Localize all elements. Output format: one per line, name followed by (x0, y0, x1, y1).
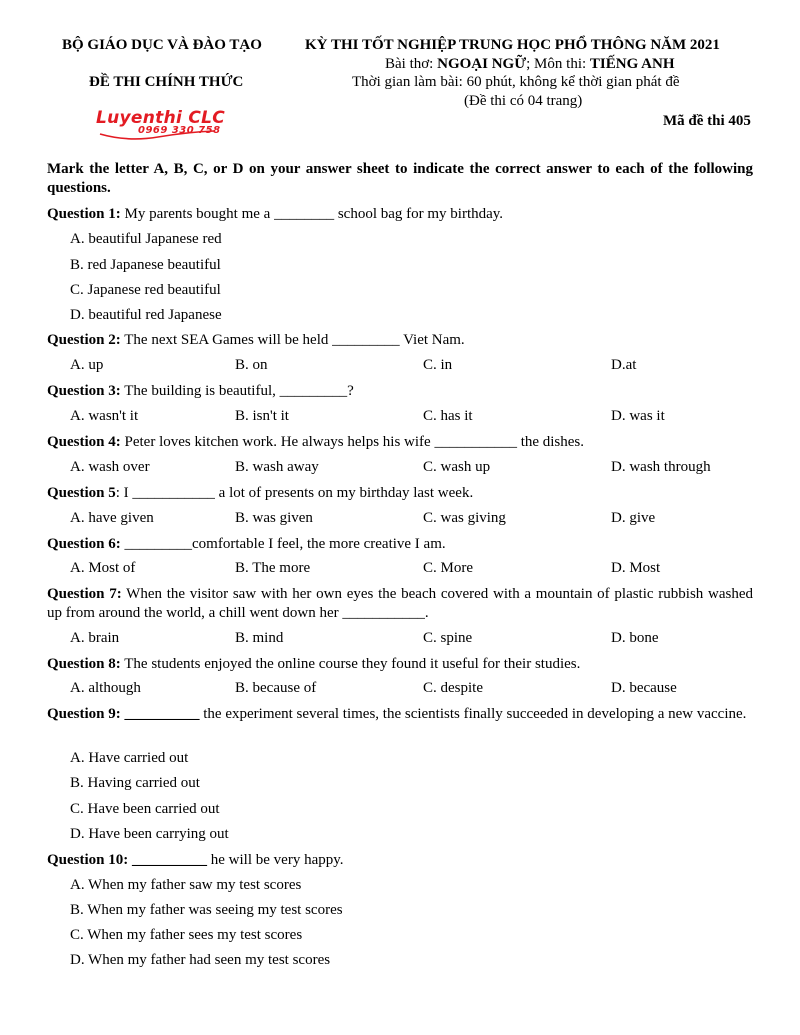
question-label: Question 5 (47, 485, 116, 501)
question-label: Question 6: (47, 536, 125, 552)
question-6 (47, 535, 753, 554)
question-blank: _________ (124, 536, 193, 552)
bai-thi-prefix: Bài thơ: (385, 56, 438, 72)
answer-option[interactable]: B. mind (235, 630, 284, 646)
time-line: Thời gian làm bài: 60 phút, không kể thời gian phát đề (352, 74, 680, 90)
question-text: The building is beautiful, _________? (120, 383, 354, 399)
answer-option[interactable]: C. in (423, 357, 453, 373)
answer-option[interactable]: A. wash over (70, 459, 150, 475)
logo (96, 108, 246, 142)
answer-option[interactable]: C. was giving (423, 510, 506, 526)
answer-option[interactable]: A. wasn't it (70, 408, 139, 424)
question-5 (47, 484, 753, 503)
question-text: the experiment several times, the scientists finally succeeded in developing a new vaccine. (199, 706, 747, 722)
question-1 (47, 205, 753, 224)
answer-option[interactable]: D. was it (611, 408, 665, 424)
page-count: (Đề thi có 04 trang) (464, 93, 583, 109)
question-text: The next SEA Games will be held _________ Viet Nam. (120, 332, 465, 348)
question-10 (47, 851, 753, 870)
answer-option[interactable]: B. When my father was seeing my test scores (70, 902, 343, 918)
logo-name: Luyenthi CLC (96, 108, 226, 128)
answer-option[interactable]: C. More (423, 560, 473, 576)
answer-option[interactable]: C. Have been carried out (70, 801, 220, 817)
question-2 (47, 331, 753, 350)
answer-option[interactable]: D. Most (611, 560, 661, 576)
question-blank: __________ (124, 706, 200, 722)
question-label: Question 9: (47, 706, 125, 722)
question-text: My parents bought me a ________ school bag for my birthday. (120, 206, 504, 222)
answer-option[interactable]: A. Most of (70, 560, 136, 576)
question-label: Question 7: (47, 586, 122, 602)
question-text: comfortable I feel, the more creative I am. (192, 536, 446, 552)
question-text: he will be very happy. (207, 852, 344, 868)
answer-option[interactable]: D. Have been carrying out (70, 826, 229, 842)
question-label: Question 1: (47, 206, 121, 222)
question-text: When the visitor saw with her own eyes the beach covered with a mountain of plastic rubbish washed up from around the world, a chill went down her ___________. (47, 586, 753, 621)
answer-option[interactable]: A. brain (70, 630, 120, 646)
answer-option[interactable]: C. despite (423, 680, 483, 696)
question-7 (47, 585, 753, 623)
bai-thi-value: NGOẠI NGỮ (437, 56, 527, 72)
answer-option[interactable]: A. When my father saw my test scores (70, 877, 302, 893)
question-label: Question 4: (47, 434, 121, 450)
answer-option[interactable]: B. was given (235, 510, 313, 526)
logo-phone: 0969 330 758 (138, 125, 221, 136)
answer-option[interactable]: D. bone (611, 630, 659, 646)
answer-option[interactable]: B. on (235, 357, 268, 373)
answer-option[interactable]: B. Having carried out (70, 775, 200, 791)
exam-code: Mã đề thi 405 (663, 113, 751, 129)
answer-option[interactable]: B. The more (235, 560, 311, 576)
mon-thi-value: TIẾNG ANH (589, 56, 675, 72)
answer-option[interactable]: B. because of (235, 680, 317, 696)
answer-option[interactable]: C. has it (423, 408, 473, 424)
answer-option[interactable]: D. wash through (611, 459, 711, 475)
answer-option[interactable]: C. Japanese red beautiful (70, 282, 221, 298)
answer-option[interactable]: C. wash up (423, 459, 491, 475)
answer-option[interactable]: B. wash away (235, 459, 319, 475)
official-exam-label: ĐỀ THI CHÍNH THỨC (89, 74, 244, 90)
question-3 (47, 382, 753, 401)
question-text: : I ___________ a lot of presents on my birthday last week. (115, 485, 474, 501)
exam-title: KỲ THI TỐT NGHIỆP TRUNG HỌC PHỔ THÔNG NĂM 2021 (305, 37, 720, 53)
question-blank: __________ (132, 852, 208, 868)
question-label: Question 8: (47, 656, 121, 672)
ministry-name: BỘ GIÁO DỤC VÀ ĐÀO TẠO (62, 37, 262, 53)
question-label: Question 3: (47, 383, 121, 399)
answer-option[interactable]: D. give (611, 510, 656, 526)
answer-option[interactable]: A. beautiful Japanese red (70, 231, 222, 247)
answer-option[interactable]: C. spine (423, 630, 473, 646)
answer-option[interactable]: D. beautiful red Japanese (70, 307, 222, 323)
answer-option[interactable]: B. red Japanese beautiful (70, 257, 221, 273)
question-label: Question 2: (47, 332, 121, 348)
answer-option[interactable]: A. up (70, 357, 104, 373)
question-label: Question 10: (47, 852, 133, 868)
subject-line (385, 56, 675, 73)
question-4 (47, 433, 753, 452)
answer-option[interactable]: C. When my father sees my test scores (70, 927, 303, 943)
question-9 (47, 705, 753, 724)
question-text: Peter loves kitchen work. He always helps his wife ___________ the dishes. (120, 434, 585, 450)
instruction: Mark the letter A, B, C, or D on your answer sheet to indicate the correct answer to each of the following questions. (47, 161, 753, 196)
answer-option[interactable]: D. because (611, 680, 677, 696)
mon-thi-prefix: ; Môn thi: (526, 56, 590, 72)
question-8 (47, 655, 753, 674)
answer-option[interactable]: A. although (70, 680, 141, 696)
answer-option[interactable]: A. have given (70, 510, 154, 526)
answer-option[interactable]: D. When my father had seen my test scores (70, 952, 331, 968)
question-text: The students enjoyed the online course they found it useful for their studies. (120, 656, 581, 672)
answer-option[interactable]: B. isn't it (235, 408, 289, 424)
answer-option[interactable]: A. Have carried out (70, 750, 189, 766)
answer-option[interactable]: D.at (611, 357, 637, 373)
